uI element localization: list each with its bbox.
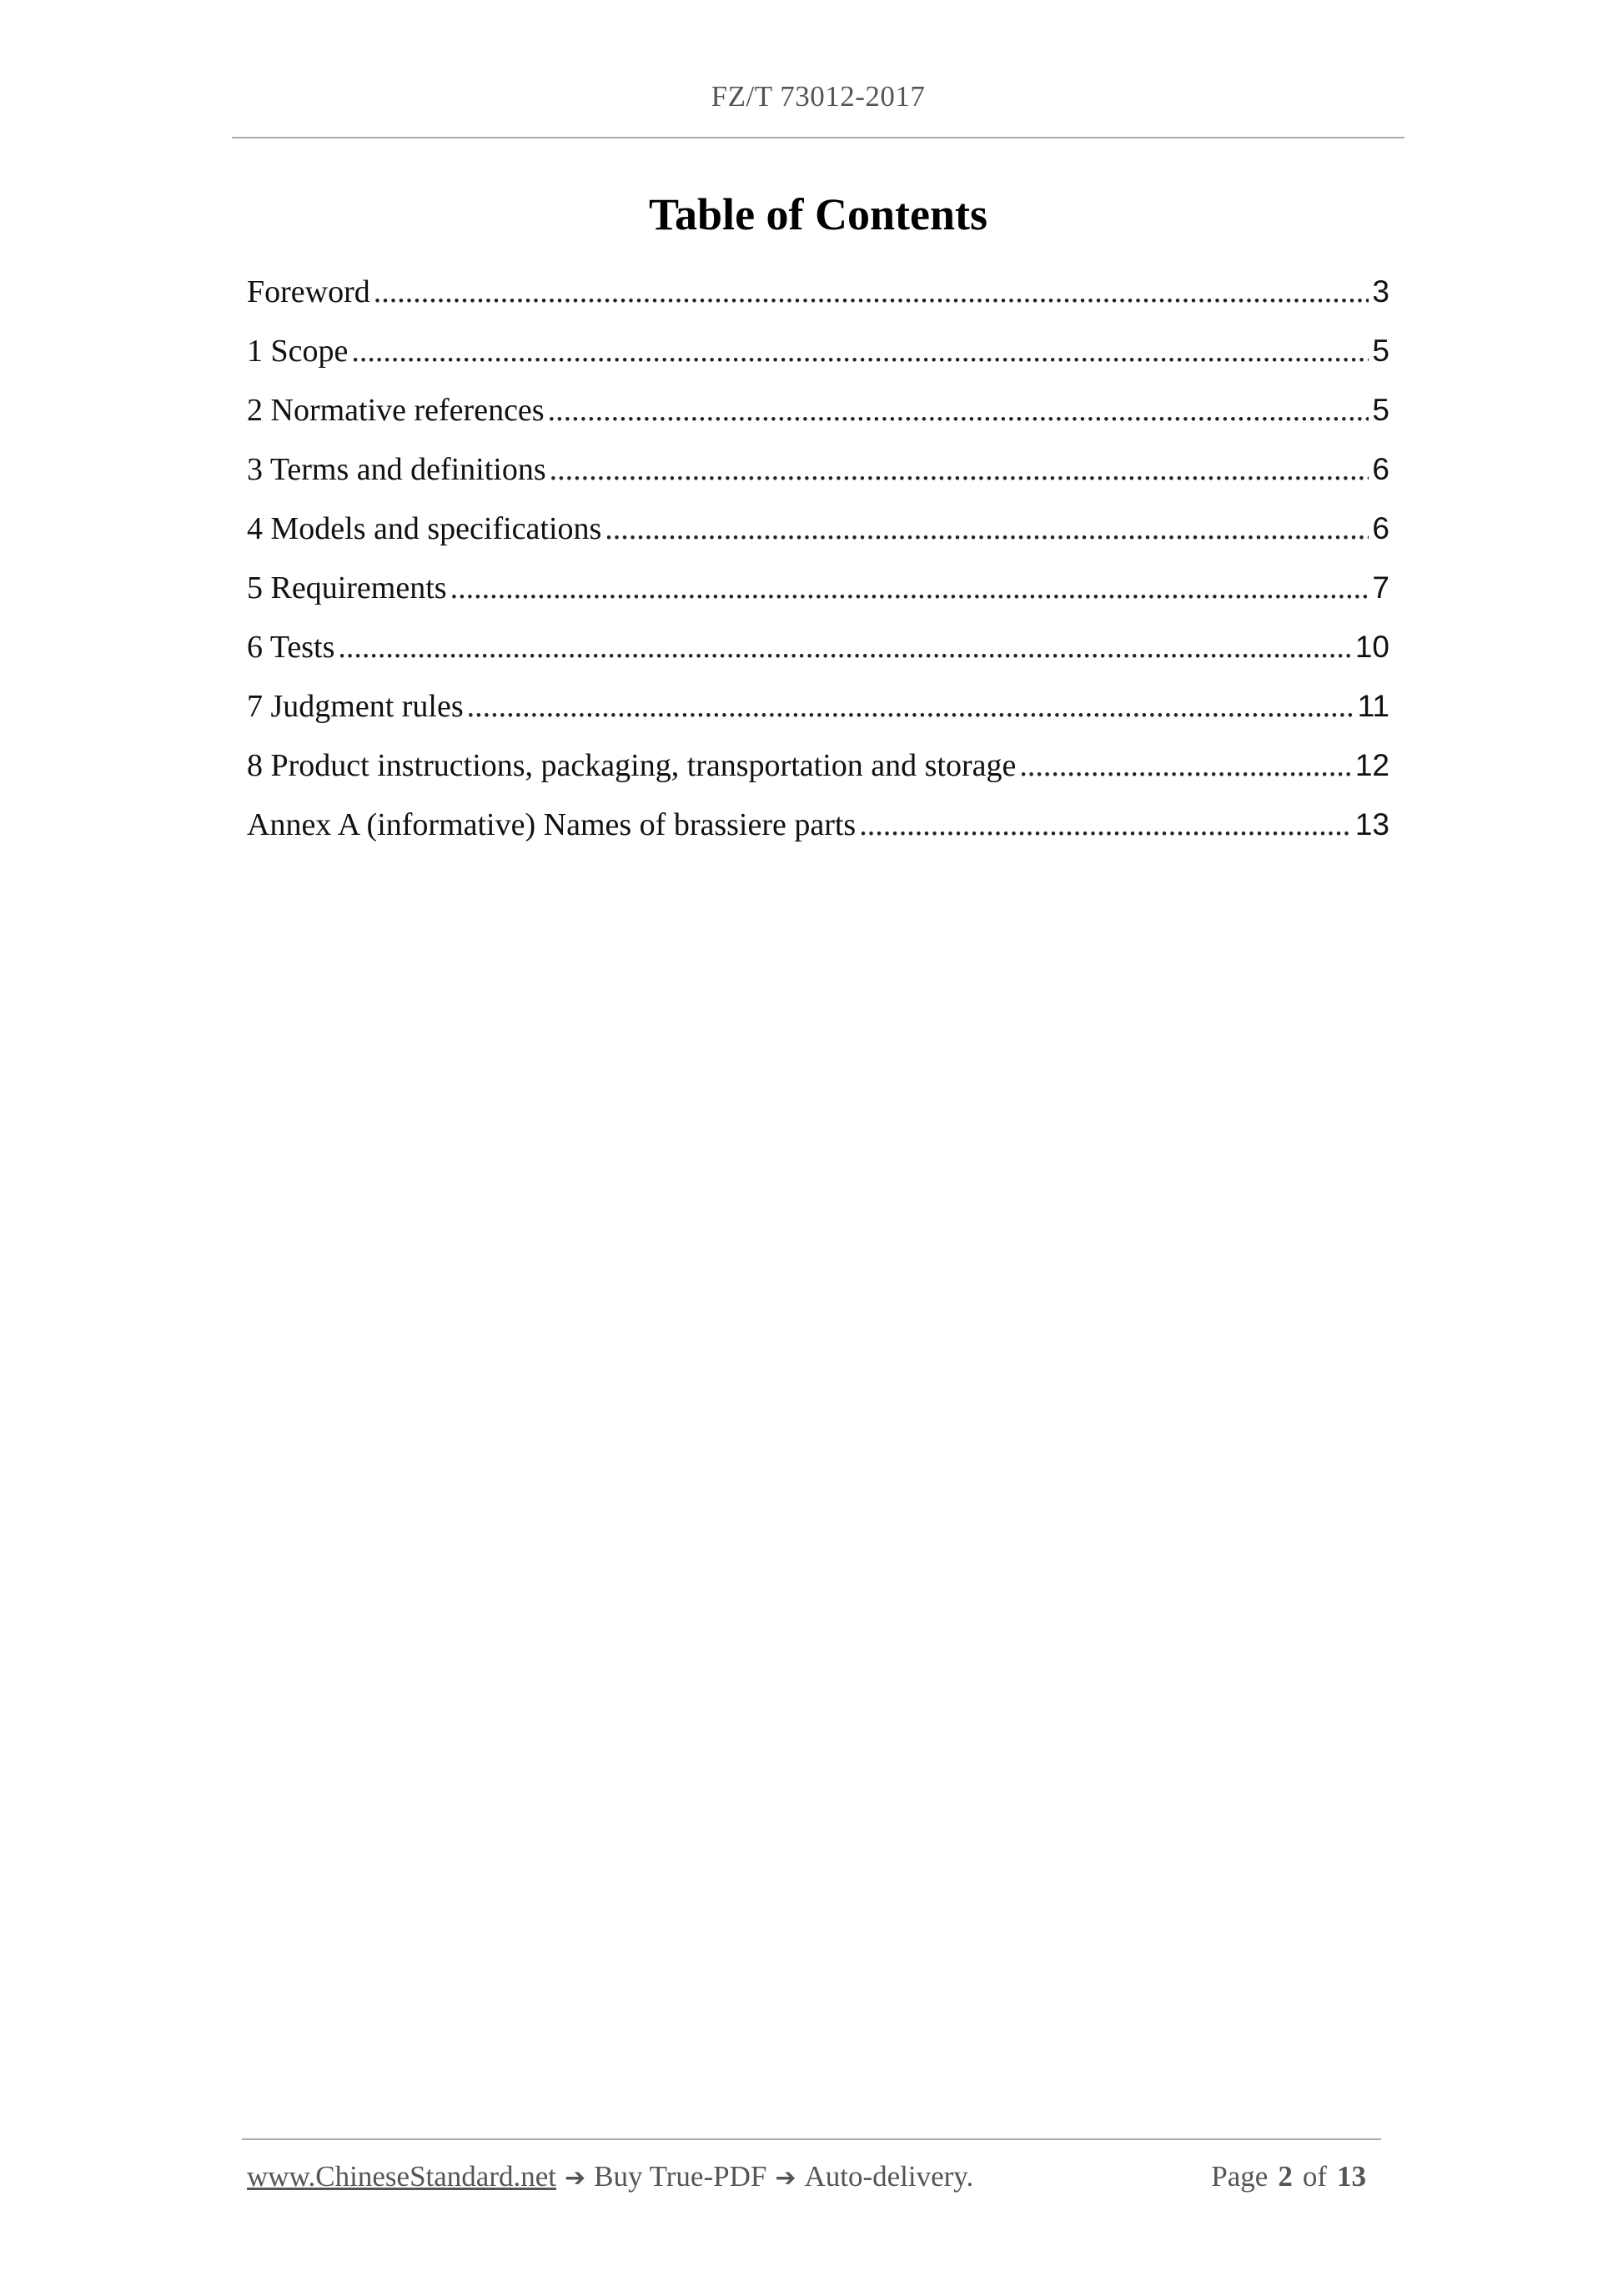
toc-entry-label: 6 Tests xyxy=(247,630,335,665)
toc-dot-leader xyxy=(550,451,1369,488)
toc-entry-product-instructions[interactable] xyxy=(247,747,1389,806)
toc-entry-label: 1 Scope xyxy=(247,334,349,369)
toc-dot-leader xyxy=(548,392,1369,429)
toc-entry-label: 2 Normative references xyxy=(247,393,545,428)
toc-entry-models-specifications[interactable] xyxy=(247,510,1389,570)
toc-entry-page: 13 xyxy=(1354,807,1389,842)
toc-entry-label: 8 Product instructions, packaging, transportation and storage xyxy=(247,748,1017,783)
footer-promo xyxy=(247,2160,973,2193)
arrow-right-icon: ➔ xyxy=(775,2163,796,2193)
auto-delivery-text: Auto-delivery. xyxy=(804,2160,974,2193)
toc-list xyxy=(247,274,1389,866)
toc-entry-page: 10 xyxy=(1354,630,1389,664)
toc-dot-leader xyxy=(351,333,1369,369)
toc-dot-leader xyxy=(338,629,1351,666)
toc-entry-terms-definitions[interactable] xyxy=(247,451,1389,510)
toc-entry-page: 5 xyxy=(1372,334,1389,368)
toc-entry-page: 3 xyxy=(1372,274,1389,309)
of-word: of xyxy=(1302,2160,1327,2193)
toc-entry-page: 11 xyxy=(1357,689,1389,723)
toc-dot-leader xyxy=(374,274,1369,310)
toc-dot-leader xyxy=(467,688,1354,725)
toc-dot-leader xyxy=(605,510,1369,547)
toc-entry-requirements[interactable] xyxy=(247,570,1389,629)
toc-entry-judgment-rules[interactable] xyxy=(247,688,1389,747)
toc-entry-page: 12 xyxy=(1354,748,1389,782)
toc-entry-page: 6 xyxy=(1372,452,1389,486)
toc-entry-label: 3 Terms and definitions xyxy=(247,452,546,487)
document-code-header: FZ/T 73012-2017 xyxy=(711,80,926,113)
toc-entry-page: 5 xyxy=(1372,393,1389,427)
toc-entry-page: 6 xyxy=(1372,511,1389,545)
toc-entry-label: Foreword xyxy=(247,274,370,309)
toc-title: Table of Contents xyxy=(648,189,988,239)
toc-entry-label: 7 Judgment rules xyxy=(247,689,464,724)
site-link[interactable]: www.ChineseStandard.net xyxy=(247,2160,556,2193)
page-number xyxy=(1211,2160,1376,2193)
total-pages-number: 13 xyxy=(1337,2160,1366,2193)
toc-entry-normative-references[interactable] xyxy=(247,392,1389,451)
header-divider xyxy=(232,137,1404,138)
footer-divider xyxy=(242,2138,1381,2140)
toc-entry-label: 5 Requirements xyxy=(247,570,447,605)
toc-entry-tests[interactable] xyxy=(247,629,1389,688)
toc-dot-leader xyxy=(450,570,1369,606)
toc-dot-leader xyxy=(1019,747,1351,784)
arrow-right-icon: ➔ xyxy=(565,2163,586,2193)
toc-entry-label: Annex A (informative) Names of brassiere parts xyxy=(247,807,857,842)
toc-entry-label: 4 Models and specifications xyxy=(247,511,602,546)
current-page-number: 2 xyxy=(1278,2160,1293,2193)
toc-entry-page: 7 xyxy=(1372,570,1389,605)
toc-entry-foreword[interactable] xyxy=(247,274,1389,333)
toc-entry-annex-a[interactable] xyxy=(247,806,1389,866)
toc-entry-scope[interactable] xyxy=(247,333,1389,392)
buy-true-pdf-text: Buy True-PDF xyxy=(594,2160,767,2193)
page-word: Page xyxy=(1211,2160,1269,2193)
page-footer xyxy=(247,2160,1376,2193)
toc-dot-leader xyxy=(859,806,1352,843)
